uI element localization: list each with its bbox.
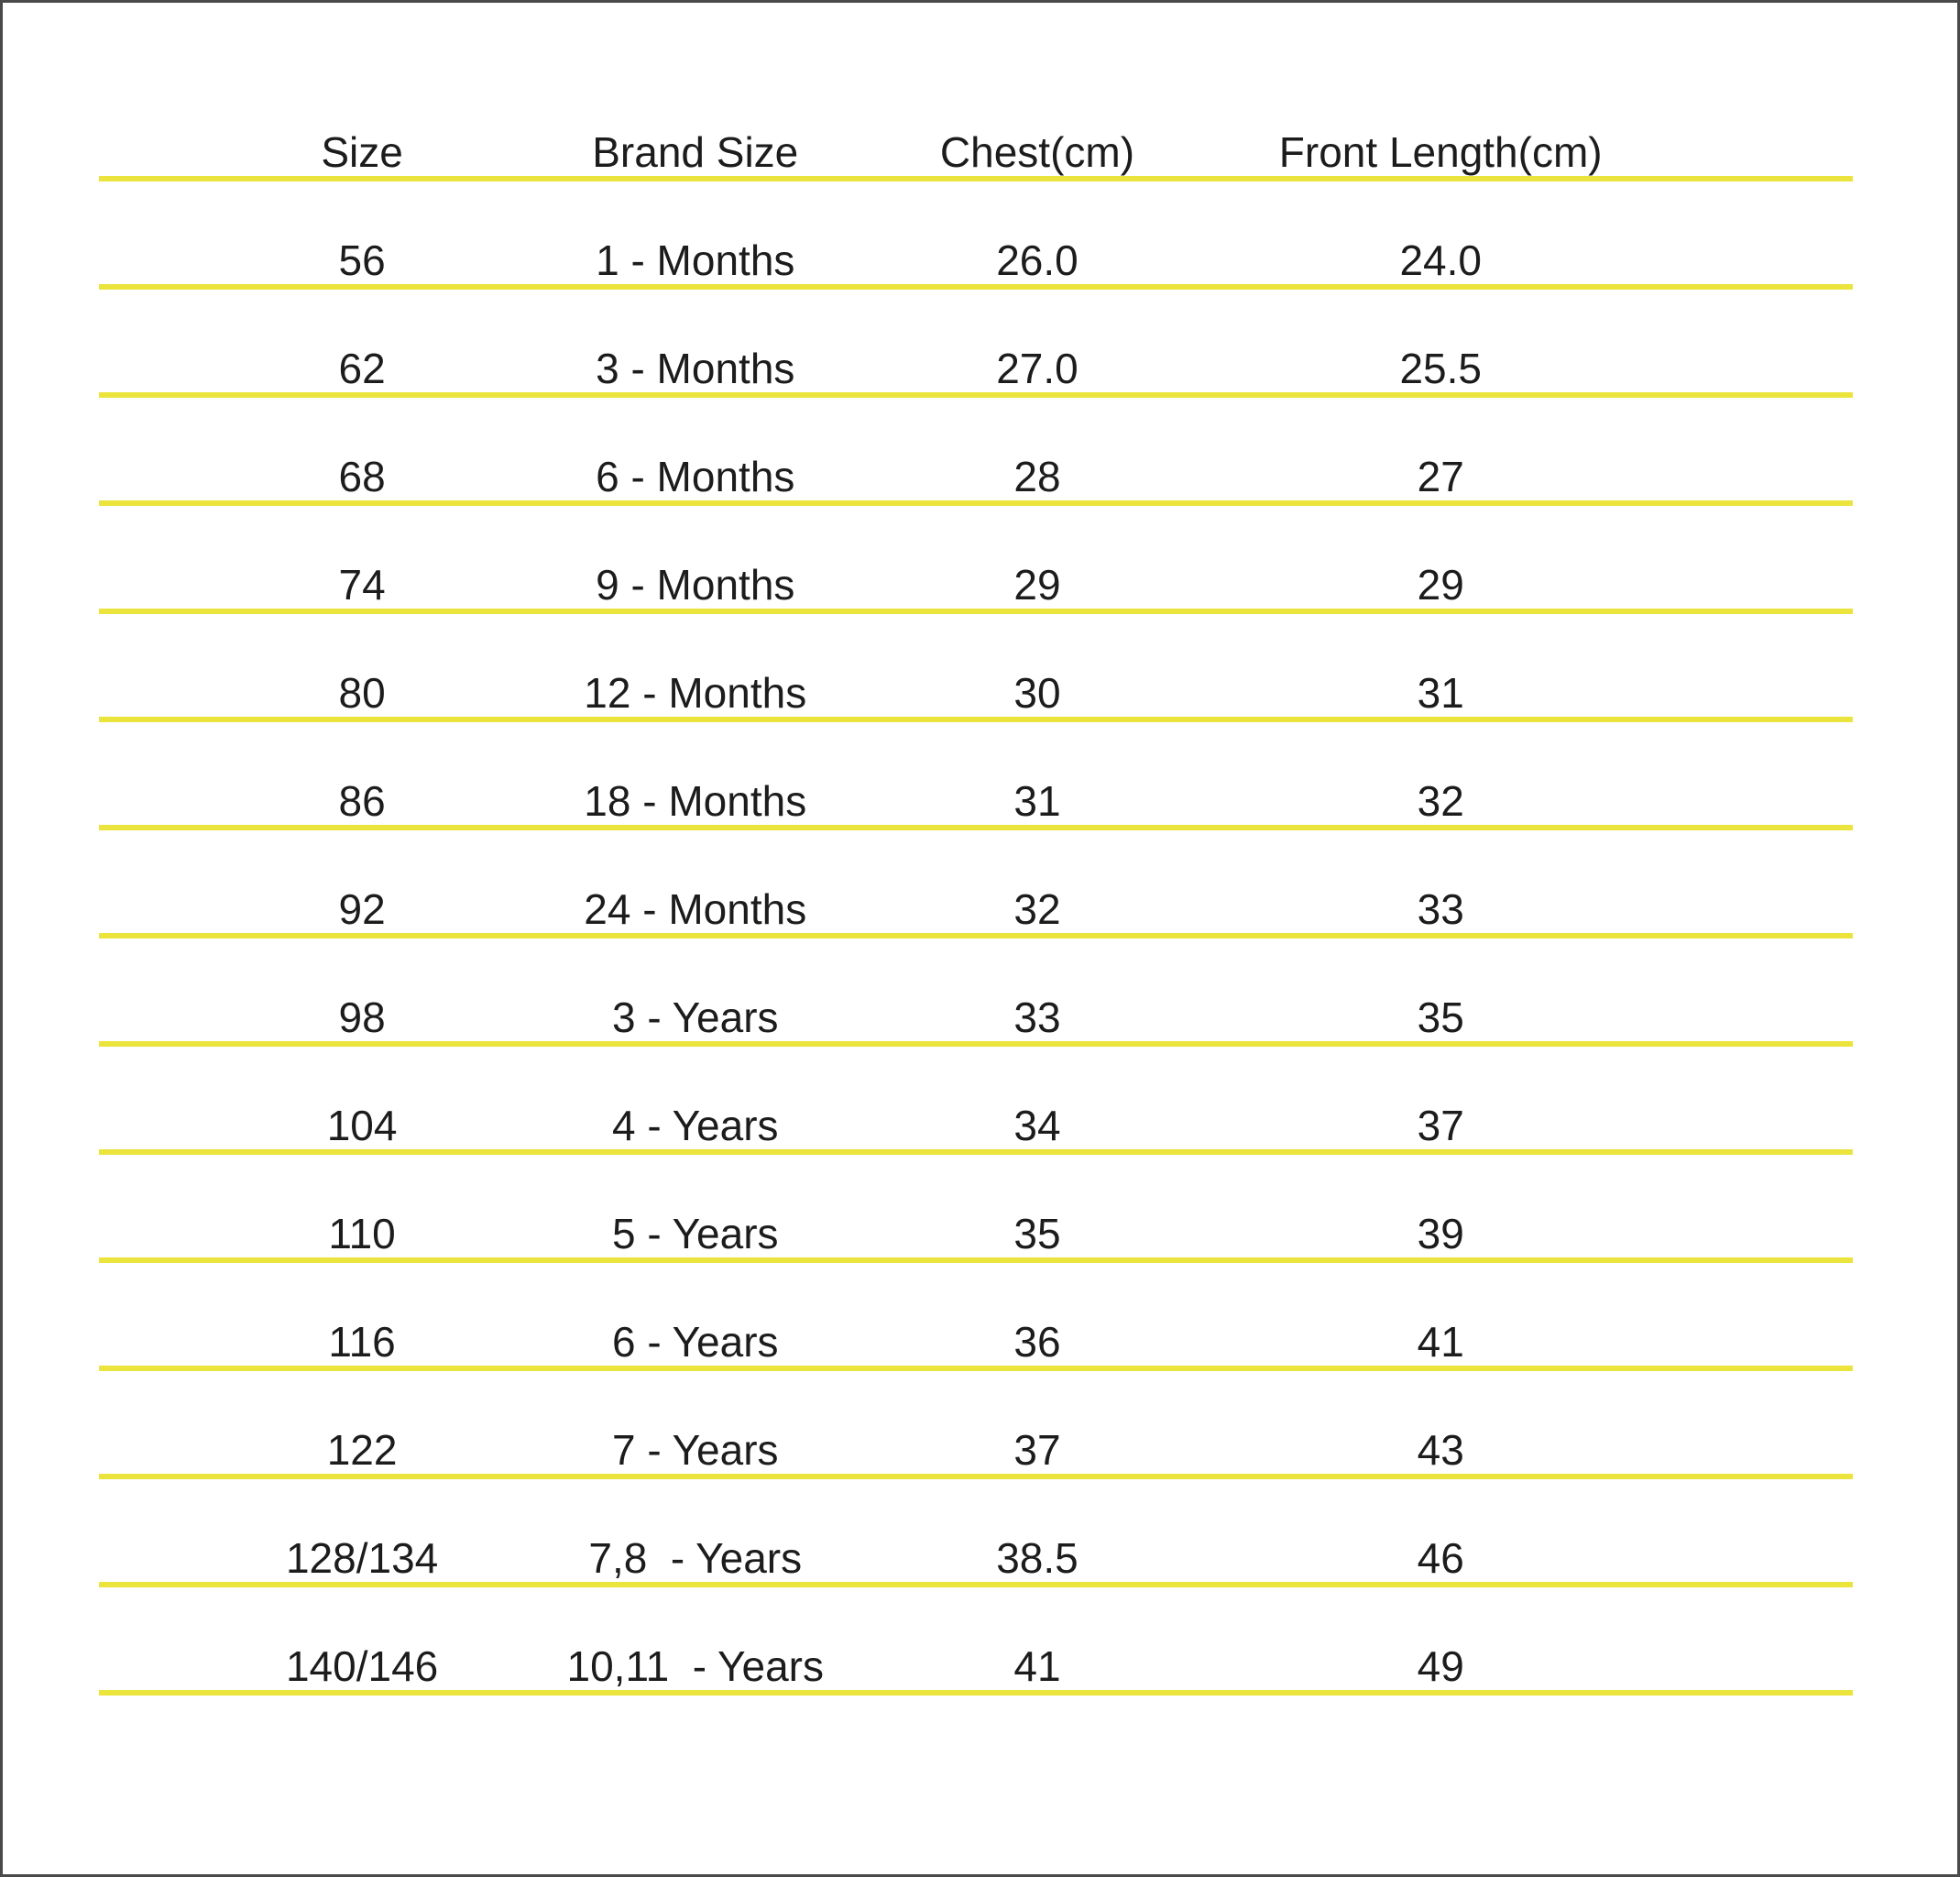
cell-front-length: 33 — [1417, 884, 1464, 933]
cell-brand-size: 5 - Years — [611, 1209, 779, 1257]
cell-chest: 26.0 — [996, 236, 1079, 284]
cell-size: 140/146 — [285, 1641, 439, 1690]
size-chart-table — [99, 3, 1853, 1696]
cell-brand-size: 10,11 - Years — [566, 1641, 824, 1690]
cell-front-length: 29 — [1417, 560, 1464, 609]
cell-front-length: 32 — [1417, 776, 1464, 825]
cell-front-length: 39 — [1417, 1209, 1464, 1257]
table-row — [99, 1371, 1853, 1479]
table-row — [99, 1479, 1853, 1587]
cell-chest: 35 — [1013, 1209, 1061, 1257]
cell-brand-size: 4 - Years — [611, 1101, 779, 1149]
cell-brand-size: 9 - Months — [596, 560, 795, 609]
table-row — [99, 1047, 1853, 1155]
cell-brand-size: 6 - Months — [596, 452, 795, 500]
cell-size: 92 — [338, 884, 386, 933]
cell-chest: 27.0 — [996, 344, 1079, 392]
table-row — [99, 1587, 1853, 1696]
cell-chest: 41 — [1013, 1641, 1061, 1690]
cell-front-length: 49 — [1417, 1641, 1464, 1690]
cell-chest: 34 — [1013, 1101, 1061, 1149]
table-row — [99, 830, 1853, 938]
cell-size: 110 — [328, 1209, 396, 1257]
cell-brand-size: 6 - Years — [611, 1317, 779, 1366]
cell-brand-size: 24 - Months — [584, 884, 807, 933]
cell-chest: 33 — [1013, 993, 1061, 1041]
table-row — [99, 181, 1853, 290]
cell-chest: 36 — [1013, 1317, 1061, 1366]
cell-front-length: 35 — [1417, 993, 1464, 1041]
table-row — [99, 938, 1853, 1047]
cell-brand-size: 1 - Months — [596, 236, 795, 284]
cell-size: 74 — [338, 560, 386, 609]
cell-front-length: 43 — [1417, 1425, 1464, 1474]
cell-front-length: 46 — [1417, 1533, 1464, 1582]
cell-front-length: 25.5 — [1399, 344, 1482, 392]
cell-brand-size: 12 - Months — [584, 668, 807, 717]
cell-brand-size: 7 - Years — [611, 1425, 779, 1474]
table-row — [99, 398, 1853, 506]
cell-brand-size: 3 - Months — [596, 344, 795, 392]
cell-brand-size: 7,8 - Years — [588, 1533, 803, 1582]
table-row — [99, 614, 1853, 722]
cell-chest: 31 — [1013, 776, 1061, 825]
table-row — [99, 1263, 1853, 1371]
cell-size: 80 — [338, 668, 386, 717]
cell-chest: 29 — [1013, 560, 1061, 609]
cell-size: 62 — [338, 344, 386, 392]
cell-front-length: 24.0 — [1399, 236, 1482, 284]
cell-size: 68 — [338, 452, 386, 500]
column-header-brand-size: Brand Size — [592, 127, 799, 176]
cell-front-length: 41 — [1417, 1317, 1464, 1366]
cell-front-length: 27 — [1417, 452, 1464, 500]
column-header-size: Size — [321, 127, 403, 176]
cell-size: 98 — [338, 993, 386, 1041]
table-row — [99, 1155, 1853, 1263]
cell-size: 86 — [338, 776, 386, 825]
cell-front-length: 31 — [1417, 668, 1464, 717]
cell-front-length: 37 — [1417, 1101, 1464, 1149]
table-row — [99, 290, 1853, 398]
cell-chest: 37 — [1013, 1425, 1061, 1474]
table-row — [99, 722, 1853, 830]
cell-chest: 38.5 — [996, 1533, 1079, 1582]
column-header-chest: Chest(cm) — [939, 127, 1135, 176]
cell-size: 56 — [338, 236, 386, 284]
table-row — [99, 506, 1853, 614]
cell-chest: 28 — [1013, 452, 1061, 500]
cell-size: 122 — [326, 1425, 398, 1474]
cell-size: 116 — [328, 1317, 396, 1366]
cell-size: 104 — [326, 1101, 398, 1149]
column-header-front-length: Front Length(cm) — [1278, 127, 1603, 176]
cell-brand-size: 3 - Years — [611, 993, 779, 1041]
cell-brand-size: 18 - Months — [584, 776, 807, 825]
cell-chest: 32 — [1013, 884, 1061, 933]
cell-size: 128/134 — [285, 1533, 439, 1582]
table-header-row — [99, 3, 1853, 181]
cell-chest: 30 — [1013, 668, 1061, 717]
